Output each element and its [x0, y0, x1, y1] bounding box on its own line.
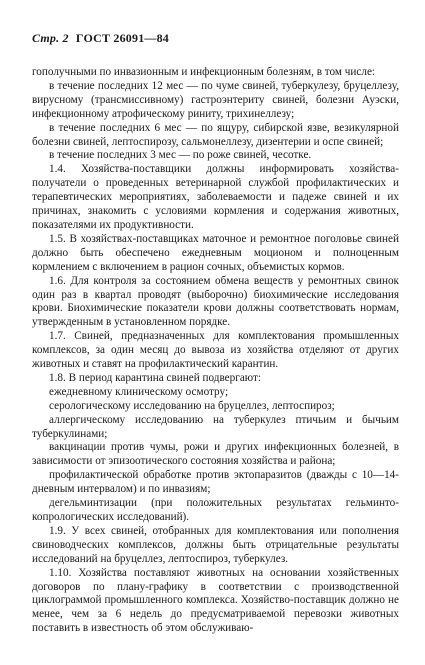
paragraph: профилактической обработке против эктопаразитов (дважды с 10—14-дневным интервалом) и по инвазиям;: [32, 469, 399, 496]
paragraph: 1.10. Хозяйства поставляют животных на основании хозяйственных договоров по плану-графику в соответствии с производственной циклограммой промышленного комплекса. Хозяйство-поставщик должно не менее, чем за 6 недель до предусматриваемой перевозки животных поставить в известность об этом обслуживаю-: [32, 566, 399, 635]
paragraph: в течение последних 3 мес — по роже свиней, чесотке.: [49, 149, 312, 162]
paragraph: 1.9. У всех свиней, отобранных для комплектования или пополнения свиноводческих комплексов, должны быть отрицательные результаты исследований на бруцеллез, лептоспироз, туберкулез.: [32, 524, 399, 565]
paragraph: дегельминтизации (при положительных результатах гельминто-копрологических исследований).: [32, 497, 399, 523]
paragraph: аллергическому исследованию на туберкулез птичьим и бычьим туберкулинами;: [32, 413, 399, 440]
paragraph: 1.7. Свиней, предназначенных для комплектования промышленных комплексов, за один месяц до вывоза из хозяйства отделяют от других животных и ставят на профилактический карантин.: [32, 330, 399, 371]
standard-number: ГОСТ 26091—84: [75, 31, 170, 45]
page-label: Стр. 2: [32, 31, 69, 45]
paragraph: 1.6. Для контроля за состоянием обмена веществ у ремонтных свинок один раз в квартал проводят (выборочно) биохимические исследования крови. Биохимические показатели крови должны соответствовать нормам, утвержденным в установленном порядке.: [32, 274, 399, 329]
paragraph: гополучными по инвазионным и инфекционным болезням, в том числе:: [32, 66, 376, 78]
paragraph: в течение последних 6 мес — по ящуру, сибирской язве, везикулярной болезни свиней, лептоспирозу, сальмонеллезу, дизентерии и оспе свиней;: [32, 121, 399, 148]
paragraph: в течение последних 12 мес — по чуме свиней, туберкулезу, бруцеллезу, вирусному (трансмиссивному) гастроэнтериту свиней, болезни Ауэски, инфекционному атрофическому риниту, трихинеллезу;: [32, 79, 399, 120]
document-body: [32, 66, 399, 636]
paragraph: 1.8. В период карантина свиней подвергают:: [49, 371, 261, 384]
paragraph: вакцинации против чумы, рожи и других инфекционных болезней, в зависимости от эпизоотического состояния хозяйства и района;: [32, 441, 399, 468]
paragraph: 1.5. В хозяйствах-поставщиках маточное и ремонтное поголовье свиней должно быть обеспечено ежедневным моционом и полноценным кормлением с включением в рацион сочных, объемистых кормов.: [32, 232, 399, 273]
page-header: [32, 31, 399, 46]
paragraph: 1.4. Хозяйства-поставщики должны информировать хозяйства-получатели о проведенных ветеринарной службой профилактических и терапевтических мероприятиях, заболеваемости и падеже свиней и их причинах, знакомить с условиями кормления и содержания животных, показателями их продуктивности.: [32, 163, 399, 231]
paragraph: серологическому исследованию на бруцеллез, лептоспироз;: [49, 399, 335, 412]
paragraph: ежедневному клиническому осмотру;: [49, 385, 229, 398]
